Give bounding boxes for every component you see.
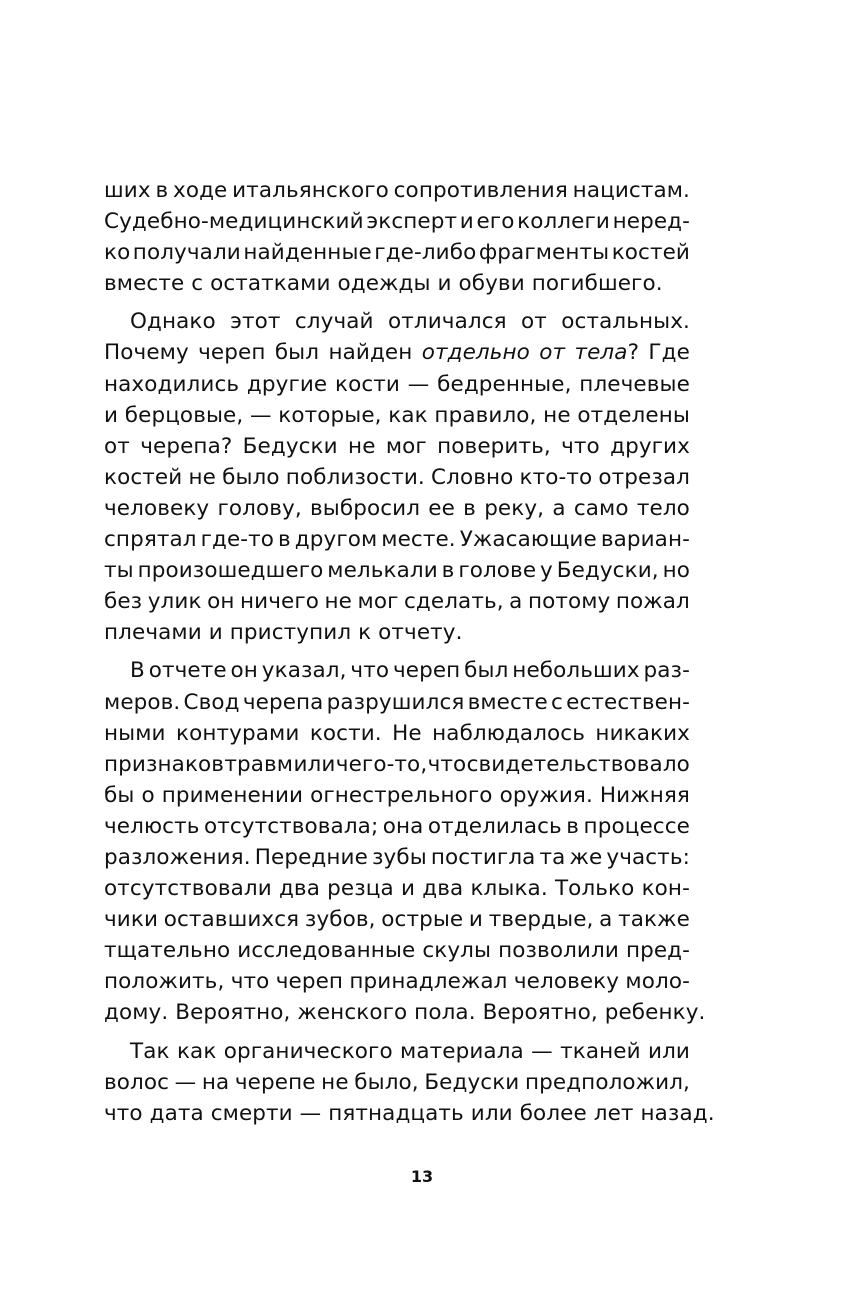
text-line: ными контурами кости. Не наблюдалось никаких	[104, 720, 690, 746]
text-line: ты произошедшего мелькали в голове у Бедуски, но	[104, 558, 690, 584]
body-text	[104, 175, 715, 1129]
text-line: отсутствовали два резца и два клыка. Только кон-	[104, 876, 690, 902]
text-line: меров. Свод черепа разрушился вместе с естествен-	[104, 689, 690, 715]
text-line: Так как органического материала — тканей или	[130, 1038, 690, 1064]
text-line: чики оставшихся зубов, острые и твердые, а также	[104, 907, 690, 933]
paragraph	[104, 1036, 715, 1129]
text-line: Почему череп был найден отдельно от тела? Где	[104, 340, 690, 366]
text-line: тщательно исследованные скулы позволили пред-	[104, 938, 690, 964]
paragraph	[104, 175, 690, 299]
text-line: от черепа? Бедуски не мог поверить, что других	[104, 433, 690, 459]
text-line: В отчете он указал, что череп был небольших раз-	[130, 658, 690, 684]
paragraph	[104, 655, 706, 1028]
text-line: положить, что череп принадлежал человеку моло-	[104, 969, 690, 995]
text-line: Судебно-медицинский эксперт и его коллеги неред-	[104, 209, 690, 235]
text-line: дому. Вероятно, женского пола. Вероятно, ребенку.	[104, 1000, 706, 1026]
text-line: человеку голову, выбросил ее в реку, а само тело	[104, 495, 690, 521]
text-line: плечами и приступил к отчету.	[104, 620, 463, 646]
text-line: Однако этот случай отличался от остальных.	[130, 309, 690, 335]
text-line: без улик он ничего не мог сделать, а потому пожал	[104, 589, 690, 615]
text-line: волос — на черепе не было, Бедуски предположил,	[104, 1069, 690, 1095]
text-line: признаков травм или чего-то, что свидетельствовало	[104, 751, 690, 777]
paragraph-gap	[104, 1029, 690, 1036]
text-line: челюсть отсутствовала; она отделилась в процессе	[104, 813, 690, 839]
page-number: 13	[410, 1167, 434, 1186]
text-line: ших в ходе итальянского сопротивления нацистам.	[104, 178, 690, 203]
paragraph-gap	[104, 299, 690, 306]
text-line: спрятал где-то в другом месте. Ужасающие вариан-	[104, 527, 690, 553]
text-line: разложения. Передние зубы постигла та же участь:	[104, 844, 690, 870]
text-line: и берцовые, — которые, как правило, не отделены	[104, 402, 690, 428]
text-line: костей не было поблизости. Словно кто-то отрезал	[104, 464, 690, 490]
paragraph	[104, 306, 690, 648]
text-line: вместе с остатками одежды и обуви погибшего.	[104, 271, 663, 297]
text-line: ко получали найденные где-либо фрагменты костей	[104, 240, 690, 266]
text-line: что дата смерти — пятнадцать или более лет назад.	[104, 1100, 715, 1126]
text-line: бы о применении огнестрельного оружия. Нижняя	[104, 782, 690, 808]
paragraph-gap	[104, 648, 690, 655]
text-line: находились другие кости — бедренные, плечевые	[104, 371, 690, 397]
